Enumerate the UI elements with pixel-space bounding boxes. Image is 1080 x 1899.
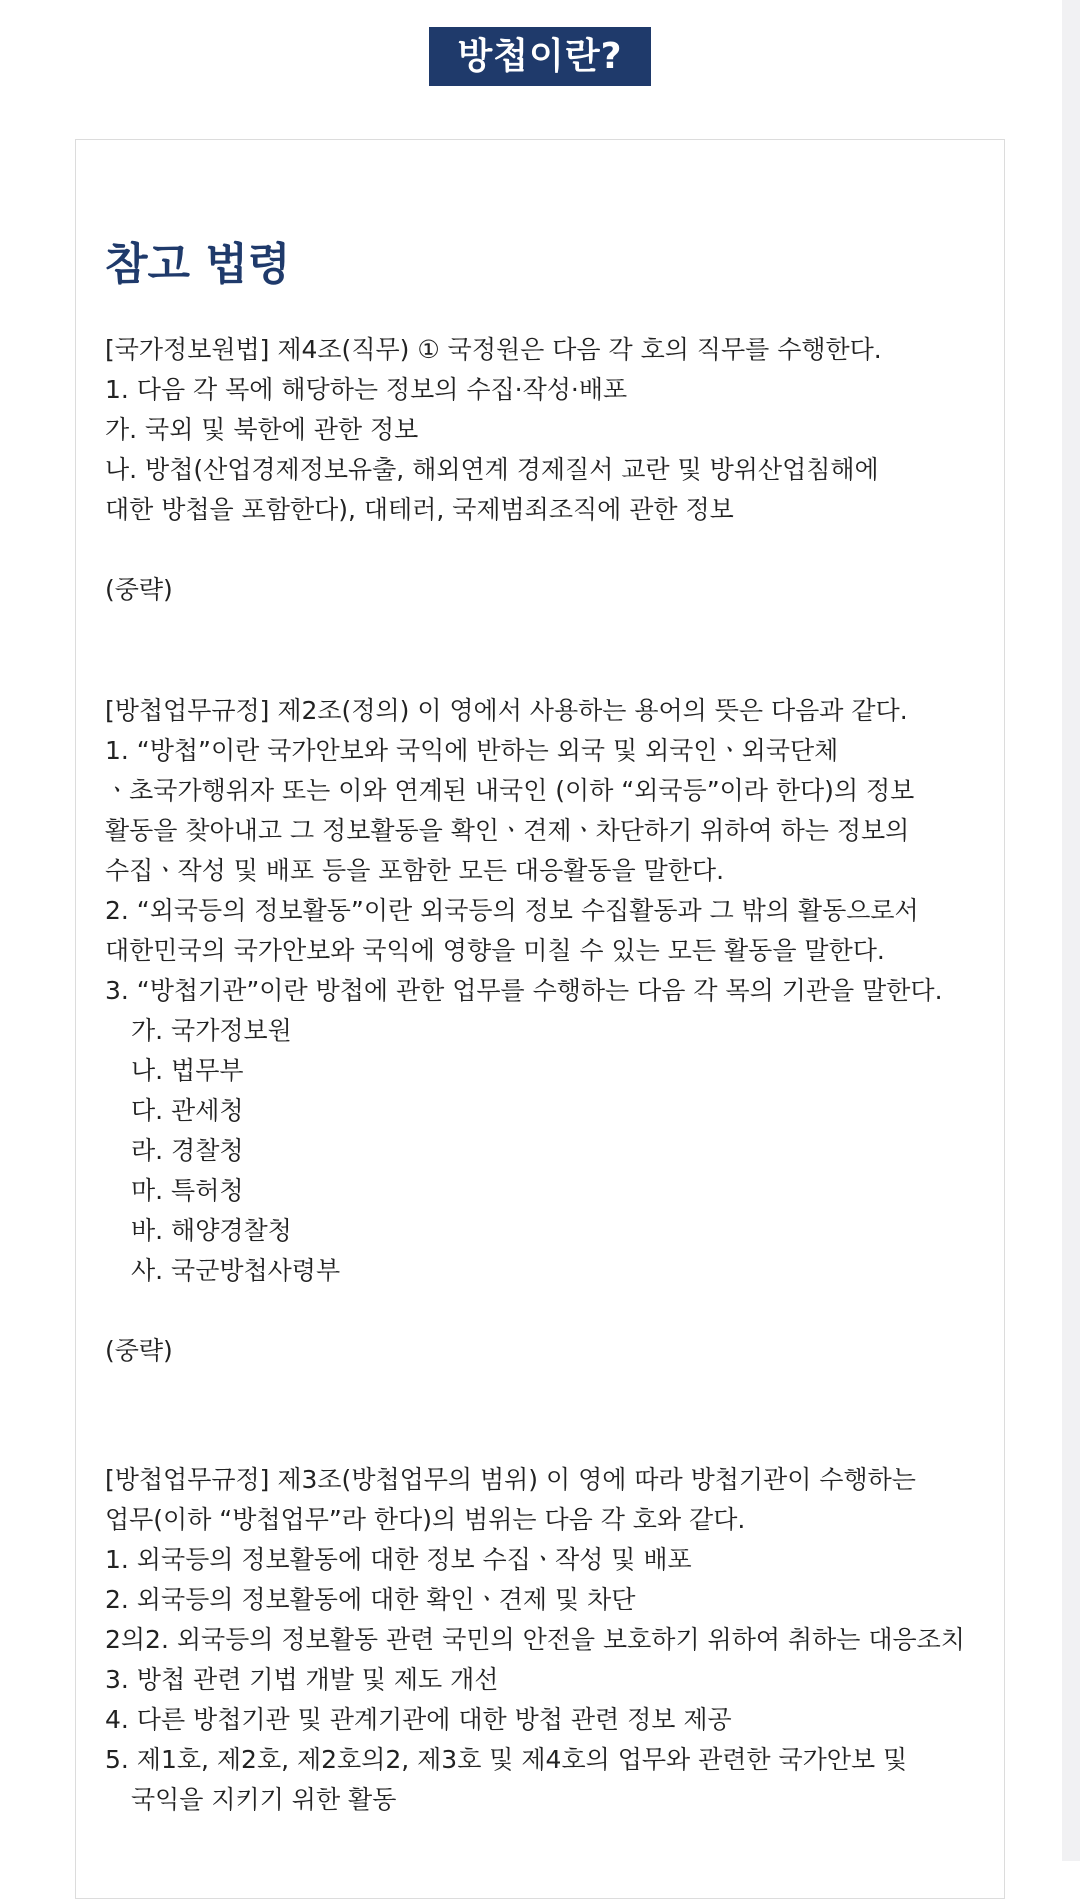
agency-item: 라. 경찰청	[131, 1136, 244, 1165]
right-scroll-gutter	[1062, 0, 1080, 1861]
agency-item: 다. 관세청	[131, 1096, 244, 1125]
article-scope-header: [방첩업무규정] 제3조(방첩업무의 범위) 이 영에 따라 방첩기관이 수행하는	[105, 1465, 916, 1494]
article-def-line: 1. “방첩”이란 국가안보와 국익에 반하는 외국 및 외국인ㆍ외국단체	[105, 736, 839, 765]
article-scope-header-cont: 업무(이하 “방첩업무”라 한다)의 범위는 다음 각 호와 같다.	[105, 1505, 746, 1534]
agency-item: 사. 국군방첩사령부	[131, 1256, 341, 1285]
article-def-line: 수집ㆍ작성 및 배포 등을 포함한 모든 대응활동을 말한다.	[105, 856, 725, 885]
article-nis-item-1: 1. 다음 각 목에 해당하는 정보의 수집·작성·배포	[105, 375, 628, 404]
article-def-line: ㆍ초국가행위자 또는 이와 연계된 내국인 (이하 “외국등”이라 한다)의 정보	[105, 776, 915, 805]
article-nis-header: [국가정보원법] 제4조(직무) ① 국정원은 다음 각 호의 직무를 수행한다.	[105, 335, 882, 364]
omission-note: (중략)	[105, 1336, 173, 1365]
article-def-line: 3. “방첩기관”이란 방첩에 관한 업무를 수행하는 다음 각 목의 기관을 말한다.	[105, 976, 943, 1005]
agency-item: 마. 특허청	[131, 1176, 244, 1205]
article-def-line: 활동을 찾아내고 그 정보활동을 확인ㆍ견제ㆍ차단하기 위하여 하는 정보의	[105, 816, 910, 845]
article-scope-item: 4. 다른 방첩기관 및 관계기관에 대한 방첩 관련 정보 제공	[105, 1705, 732, 1734]
agency-item: 가. 국가정보원	[131, 1016, 292, 1045]
agency-item: 바. 해양경찰청	[131, 1216, 292, 1245]
page-title-badge: 방첩이란?	[429, 27, 651, 86]
agency-item: 나. 법무부	[131, 1056, 244, 1085]
section-title: 참고 법령	[105, 239, 291, 290]
article-scope-item: 3. 방첩 관련 기법 개발 및 제도 개선	[105, 1665, 499, 1694]
article-scope-item-cont: 국익을 지키기 위한 활동	[131, 1785, 397, 1814]
article-nis-item-1-ga: 가. 국외 및 북한에 관한 정보	[105, 415, 419, 444]
omission-note: (중략)	[105, 575, 173, 604]
article-def-line: 2. “외국등의 정보활동”이란 외국등의 정보 수집활동과 그 밖의 활동으로서	[105, 896, 919, 925]
article-scope-item: 2의2. 외국등의 정보활동 관련 국민의 안전을 보호하기 위하여 취하는 대응조치	[105, 1625, 965, 1654]
article-scope-item: 5. 제1호, 제2호, 제2호의2, 제3호 및 제4호의 업무와 관련한 국가안보 및	[105, 1745, 908, 1774]
article-nis-item-1-na: 나. 방첩(산업경제정보유출, 해외연계 경제질서 교란 및 방위산업침해에	[105, 455, 879, 484]
article-def-line: 대한민국의 국가안보와 국익에 영향을 미칠 수 있는 모든 활동을 말한다.	[105, 936, 885, 965]
article-scope-item: 1. 외국등의 정보활동에 대한 정보 수집ㆍ작성 및 배포	[105, 1545, 692, 1574]
article-def-header: [방첩업무규정] 제2조(정의) 이 영에서 사용하는 용어의 뜻은 다음과 같다.	[105, 696, 908, 725]
article-nis-item-1-na-cont: 대한 방첩을 포함한다), 대테러, 국제범죄조직에 관한 정보	[105, 495, 734, 524]
law-reference-panel	[75, 139, 1005, 1899]
article-scope-item: 2. 외국등의 정보활동에 대한 확인ㆍ견제 및 차단	[105, 1585, 636, 1614]
